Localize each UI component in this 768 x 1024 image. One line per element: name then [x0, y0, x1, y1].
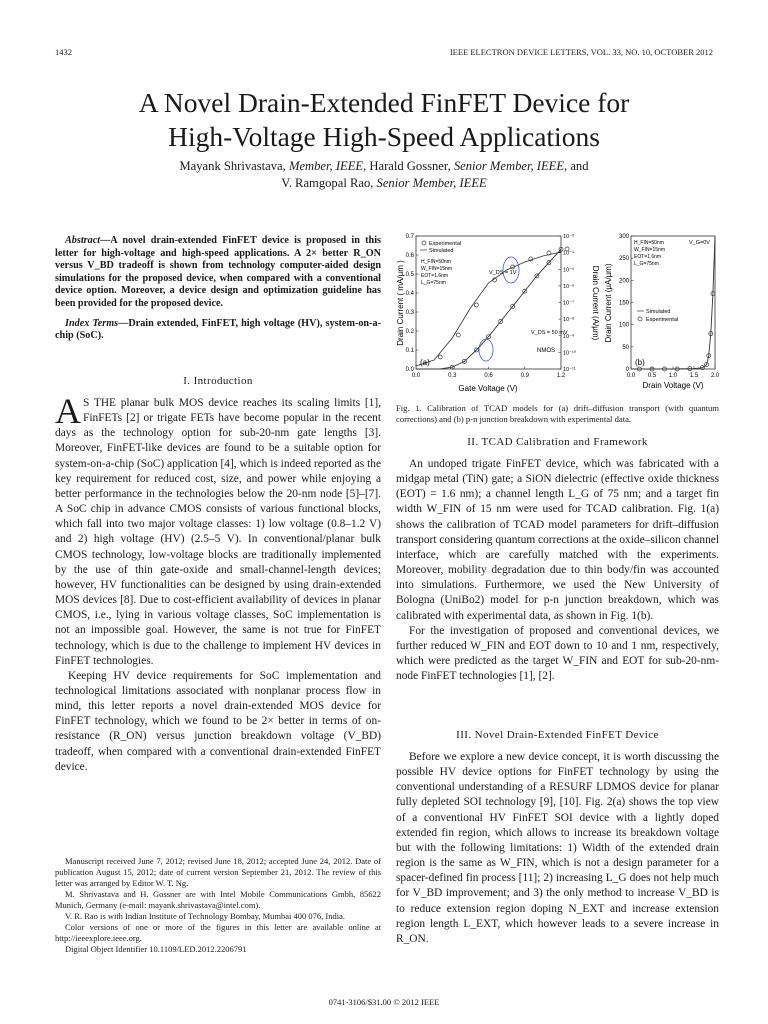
param-b-vg: V_G=0V — [689, 240, 710, 246]
panel-a-ylabel-right: Drain Current (A/µm) — [591, 265, 600, 341]
annotation-vds-50mv: V_DS = 50 mV — [531, 330, 568, 336]
y-right-tick-label: 10⁻⁴ — [563, 250, 575, 257]
param-b-hfin: H_FIN=50nm — [634, 240, 664, 246]
x-tick-label: 1.2 — [556, 373, 566, 379]
section-heading-tcad: II. TCAD Calibration and Framework — [467, 436, 648, 448]
copyright-footer: 0741-3106/$31.00 © 2012 IEEE — [328, 997, 440, 1007]
legend-b-experimental: Experimental — [646, 317, 679, 323]
y-right-tick-label: 10⁻¹⁰ — [563, 350, 577, 357]
y-right-tick-label: 10⁻¹¹ — [563, 367, 576, 373]
footnote-affiliation-2: V. R. Rao is with Indian Institute of Technology Bombay, Mumbai 400 076, India. — [65, 911, 345, 921]
author-name: V. Ramgopal Rao — [281, 176, 371, 190]
journal-header: IEEE ELECTRON DEVICE LETTERS, VOL. 33, NO. 10, OCTOBER 2012 — [449, 47, 713, 57]
x-tick-label: 0.3 — [448, 373, 457, 379]
annotation-vds-1v: V_DS = 1V — [489, 270, 517, 276]
y-tick-label: 0.1 — [405, 348, 414, 354]
x-tick-label: 0.0 — [626, 373, 636, 379]
y-tick-label: 0.2 — [405, 329, 414, 335]
author-line-1: Mayank Shrivastava, Member, IEEE, Harald Gossner, Senior Member, IEEE, and — [179, 159, 589, 173]
paper-title — [0, 86, 768, 154]
annotation-nmos: NMOS — [537, 348, 555, 354]
author-name: Mayank Shrivastava — [179, 159, 283, 173]
y-right-tick-label: 10⁻³ — [563, 234, 574, 240]
figure-1-svg — [393, 228, 723, 396]
novel-paragraph-1: Before we explore a new device concept, it is worth discussing the possible HV device options for FinFET technology by using the conventional understanding of a RESURF LDMOS device for planar fully depleted SOI technology [9], [10]. Fig. 2(a) shows the top view of a conventional HV FinFET SOI device with a lightly doped extended fin region, which allows to increase its breakdown voltage but with the following limitations: 1) Width of the extended drain region is the same as W_FIN, which is not a design parameter for a spacer-defined fin process [11]; 2) increasing L_G does not help much for V_BD improvement; and 3) the only method to increase V_BD is to reduce extension region doping N_EXT and increase extension region length L_EXT, which however leads to a severe increase in R_ON. — [396, 751, 719, 945]
param-b-eot: EOT=1.6nm — [634, 254, 662, 260]
footnotes — [55, 856, 381, 955]
intro-paragraph-1: S THE planar bulk MOS device reaches its scaling limits [1], FinFETs [2] or trigate FETs have become popular in the recent days as the technology option for sub-20-nm gate lengths [3]. Moreover, FinFET-like devices are found to be a suitable option for system-on-a-chip (SoC) application [4], which is indeed reported as the key requirement for reduced cost, size, and power while enjoying a better performance in the technologies below the 20-nm node [5]–[7]. A SoC chip in advance CMOS consists of various functional blocks, which fall into two major voltage classes: 1) low voltage (0.8–1.2 V) and 2) high voltage (HV) (2.5–5 V). In conventional/planar bulk CMOS technology, low-voltage blocks are traditionally implemented by the use of thin gate-oxide and small-channel-length devices; however, HV functionalities can be designed by using drain-extended MOS devices [8]. Due to cost-efficient availability of devices in planar CMOS, i.e., lying in various voltage classes, SoC implementation is not an impossible goal. However, the same is not true for FinFET technology, which is due to the challenge to implement HV devices in FinFET technologies. — [55, 397, 381, 667]
legend-marker-experimental — [422, 241, 426, 245]
index-terms-text: Drain extended, FinFET, high voltage (HV), system-on-a-chip (SoC). — [55, 317, 381, 342]
abstract-label: Abstract — [65, 235, 101, 246]
param-wfin: W_FIN=15nm — [421, 266, 452, 272]
y-tick-label: 0.5 — [405, 272, 414, 278]
intro-paragraph-2: Keeping HV device requirements for SoC implementation and technological limitations associated with nonplanar process flow in mind, this letter reports a novel drain-extended MOS device for FinFET technology, which we found to be 2× better in terms of on-resistance (R_ON) versus junction breakdown voltage (V_BD) tradeoff, when compared with a conventional drain-extended FinFET device. — [55, 669, 381, 773]
author-line-2: V. Ramgopal Rao, Senior Member, IEEE — [281, 176, 487, 190]
panel-a-xlabel: Gate Voltage (V) — [458, 384, 518, 393]
y-right-tick-label: 10⁻⁸ — [563, 317, 575, 324]
author-list — [0, 158, 768, 192]
y-right-tick-label: 10⁻⁵ — [563, 267, 575, 274]
legend-simulated: Simulated — [429, 248, 454, 254]
legend-b-simulated: Simulated — [646, 309, 671, 315]
x-tick-label: 0.0 — [411, 373, 421, 379]
novel-body — [396, 750, 719, 947]
drop-cap: A — [55, 391, 81, 431]
tcad-body — [396, 457, 719, 684]
panel-b-label: (b) — [635, 358, 645, 367]
footnote-affiliation-1: M. Shrivastava and H. Gossner are with Intel Mobile Communications Gmbh, 85622 Munich, Germany (e-mail: mayank.shrivastava@intel.com). — [55, 889, 381, 910]
x-tick-label: 2.0 — [710, 373, 720, 379]
legend-b-marker-experimental — [638, 317, 642, 321]
title-line-1: A Novel Drain-Extended FinFET Device for — [138, 87, 630, 118]
tcad-paragraph-1: An undoped trigate FinFET device, which was fabricated with a midgap metal (TiN) gate; a SiON dielectric (effective oxide thickness (EOT) = 1.6 nm); a channel length L_G of 75 nm; and a target fin width W_FIN of 15 nm were used for TCAD calibration. Fig. 1(a) shows the calibration of TCAD model parameters for drift–diffusion transport considering quantum corrections at the oxide–silicon channel interface, which are carefully matched with the experiments. Moreover, mobility degradation due to thin body/fin was accounted into simulations. Furthermore, we used the New University of Bologna (UniBo2) model for p-n junction breakdown, which was calibrated with experimental data, as shown in Fig. 1(b). — [396, 458, 719, 622]
y-right-tick-label: 10⁻⁹ — [563, 333, 575, 340]
log-experimental-point — [456, 333, 460, 337]
page-number: 1432 — [55, 47, 72, 57]
panel-a-ylabel-left: Drain Current ( mA/µm ) — [396, 260, 405, 346]
y-tick-label: 0.3 — [405, 310, 414, 316]
tcad-paragraph-2: For the investigation of proposed and conventional devices, we further reduced W_FIN and EOT down to 10 and 1 nm, respectively, which were predicted as the target W_FIN and EOT for sub-20-nm-node FinFET technologies [1], [2]. — [396, 624, 719, 683]
panel-a-x-ticks — [412, 367, 566, 380]
panel-b-xlabel: Drain Voltage (V) — [642, 381, 704, 390]
y-right-tick-label: 10⁻⁶ — [563, 283, 575, 290]
abstract: Abstract—A novel drain-extended FinFET device is proposed in this letter for high-voltage and high-speed applications. A 2× better R_ON versus V_BD tradeoff is shown from technology computer-aided design simulations for the proposed device, when compared with a conventional device option. Moreover, a device design and optimization guideline has been provided for the proposed device. Index Terms—Drain extended, FinFET, high voltage (HV), system-on-a-chip (SoC). — [55, 235, 381, 342]
param-b-lg: L_G=75nm — [634, 261, 659, 267]
y-tick-label: 0.6 — [405, 253, 414, 259]
title-line-2: High-Voltage High-Speed Applications — [168, 121, 600, 152]
y-tick-label: 150 — [618, 300, 629, 307]
author-name: Harald Gossner — [369, 159, 448, 173]
annotation-ellipse-50mv — [479, 339, 493, 361]
param-lg: L_G=75nm — [421, 280, 446, 286]
y-tick-label: 50 — [622, 344, 629, 351]
y-tick-label: 0 — [625, 367, 629, 373]
y-tick-label: 300 — [618, 234, 629, 240]
param-eot: EOT=1.6nm — [421, 273, 449, 279]
legend-experimental: Experimental — [429, 241, 462, 247]
y-right-tick-label: 10⁻⁷ — [563, 300, 575, 307]
footnote-doi: Digital Object Identifier 10.1109/LED.2012.2206791 — [65, 944, 247, 954]
index-terms-label: Index Terms — [65, 317, 119, 329]
y-tick-label: 250 — [618, 256, 629, 263]
log-experimental-point — [474, 303, 478, 307]
log-experimental-point — [438, 355, 442, 359]
x-tick-label: 0.9 — [520, 373, 529, 379]
figure-1 — [393, 228, 723, 396]
figure-1-caption: Fig. 1. Calibration of TCAD models for (a) drift–diffusion transport (with quantum corrections) and (b) p-n junction breakdown with experimental data. — [396, 403, 719, 424]
footnote-color: Color versions of one or more of the figures in this letter are available online at http://ieeexplore.ieee.org. — [55, 922, 381, 943]
panel-a-label: (a) — [420, 358, 430, 367]
author-role: Member, IEEE — [288, 159, 364, 173]
y-tick-label: 0.4 — [405, 291, 414, 297]
section-heading-novel-device: III. Novel Drain-Extended FinFET Device — [456, 729, 659, 741]
y-tick-label: 100 — [618, 322, 629, 329]
param-b-wfin: W_FIN=15nm — [634, 247, 665, 253]
x-tick-label: 0.6 — [484, 373, 493, 379]
intro-body — [55, 391, 381, 775]
panel-b-x-ticks — [627, 367, 720, 380]
x-tick-label: 1.5 — [689, 373, 699, 379]
section-heading-introduction: I. Introduction — [183, 375, 253, 387]
y-tick-label: 0.7 — [405, 234, 414, 240]
footnote-received: Manuscript received June 7, 2012; revised June 18, 2012; accepted June 24, 2012. Date of publication August 15, 2012; date of current version September 21, 2012. The review of this letter was arranged by Editor W. T. Ng. — [55, 856, 381, 888]
panel-b-ylabel: Drain Current (µA/µm) — [604, 263, 613, 343]
x-tick-label: 1.0 — [668, 373, 678, 379]
author-role: Senior Member, IEEE — [453, 159, 565, 173]
panel-a-y-left-ticks — [406, 234, 419, 373]
param-hfin: H_FIN=50nm — [421, 259, 451, 265]
abstract-text: A novel drain-extended FinFET device is proposed in this letter for high-voltage and high-speed applications. A 2× better R_ON versus V_BD tradeoff is shown from technology computer-aided design simulations for the proposed device, when compared with a conventional device option. Moreover, a device design and optimization guideline has been provided for the proposed device. — [55, 235, 381, 309]
y-tick-label: 200 — [618, 278, 629, 285]
x-tick-label: 0.5 — [647, 373, 657, 379]
author-role: Senior Member, IEEE — [376, 176, 487, 190]
y-tick-label: 0.0 — [405, 367, 414, 373]
